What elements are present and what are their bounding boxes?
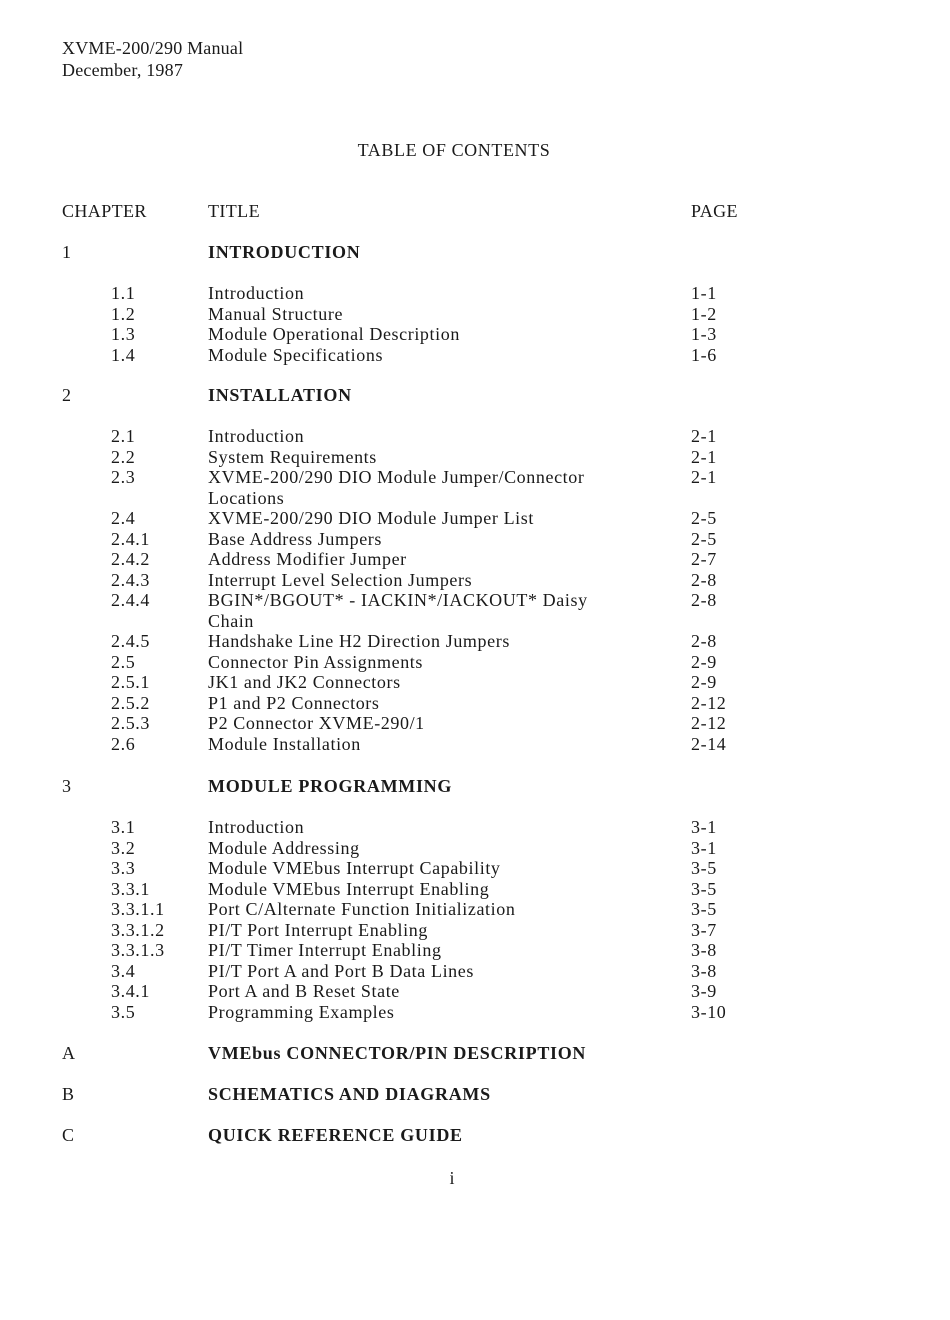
- section-title: Introduction: [208, 283, 305, 303]
- section-page: 2-7: [691, 549, 717, 569]
- section-number: 2.4: [111, 508, 136, 528]
- section-title: Base Address Jumpers: [208, 528, 382, 549]
- section-title: PI/T Port Interrupt Enabling: [208, 919, 428, 940]
- section-number: 1.1: [111, 283, 136, 303]
- chapter-title: MODULE PROGRAMMING: [208, 776, 453, 796]
- chapter-number: C: [62, 1125, 75, 1145]
- section-title: PI/T Port A and Port B Data Lines: [208, 960, 474, 981]
- section-title: Port C/Alternate Function Initialization: [208, 899, 516, 919]
- section-number: 2.4.5: [111, 631, 150, 651]
- section-number: 2.2: [111, 446, 136, 467]
- section-page: 3-5: [691, 899, 717, 919]
- section-page: 2-1: [691, 426, 717, 446]
- section-number: 2.1: [111, 426, 136, 446]
- section-title: Module Addressing: [208, 837, 360, 858]
- section-number: 3.1: [111, 817, 136, 837]
- section-title: Module Installation: [208, 733, 361, 754]
- column-header-page: PAGE: [691, 201, 738, 221]
- section-page: 1-2: [691, 303, 717, 324]
- chapter-number: 3: [62, 776, 72, 796]
- section-number: 1.3: [111, 324, 136, 344]
- section-title: BGIN*/BGOUT* - IACKIN*/IACKOUT* Daisy Chain: [208, 590, 588, 631]
- section-page: 3-5: [691, 878, 717, 899]
- section-title: XVME-200/290 DIO Module Jumper List: [208, 508, 534, 528]
- section-title: XVME-200/290 DIO Module Jumper/Connector Locations: [208, 467, 585, 508]
- section-title: Programming Examples: [208, 1001, 395, 1022]
- section-number: 1.2: [111, 303, 136, 324]
- section-number: 3.4: [111, 960, 136, 981]
- section-page: 1-6: [691, 344, 717, 365]
- section-page: 2-9: [691, 672, 717, 692]
- section-number: 2.5: [111, 651, 136, 672]
- section-title: System Requirements: [208, 446, 377, 467]
- section-page: 2-14: [691, 733, 727, 754]
- chapter-title: SCHEMATICS AND DIAGRAMS: [208, 1084, 491, 1104]
- column-header-title: TITLE: [208, 201, 260, 221]
- section-title: Address Modifier Jumper: [208, 549, 407, 569]
- section-number: 3.3: [111, 858, 136, 878]
- section-number: 3.4.1: [111, 981, 150, 1001]
- manual-date: December, 1987: [62, 60, 184, 80]
- section-number: 1.4: [111, 344, 136, 365]
- section-page: 2-9: [691, 651, 717, 672]
- section-number: 3.3.1: [111, 878, 150, 899]
- section-number: 2.4.2: [111, 549, 150, 569]
- section-page: 2-8: [691, 631, 717, 651]
- section-page: 3-1: [691, 837, 717, 858]
- section-title: JK1 and JK2 Connectors: [208, 672, 401, 692]
- section-number: 2.4.1: [111, 528, 150, 549]
- section-number: 2.4.3: [111, 569, 150, 590]
- section-title: Port A and B Reset State: [208, 981, 400, 1001]
- page-number: i: [449, 1168, 455, 1188]
- section-page: 1-3: [691, 324, 717, 344]
- column-header-chapter: CHAPTER: [62, 201, 147, 221]
- section-page: 2-12: [691, 692, 727, 713]
- section-page: 2-5: [691, 508, 717, 528]
- section-title: P2 Connector XVME-290/1: [208, 713, 425, 733]
- section-page: 3-7: [691, 919, 717, 940]
- chapter-title: INSTALLATION: [208, 385, 352, 405]
- chapter-number: A: [62, 1043, 76, 1063]
- section-title: Manual Structure: [208, 303, 344, 324]
- section-page: 2-5: [691, 528, 717, 549]
- section-page: 3-10: [691, 1001, 727, 1022]
- section-number: 2.6: [111, 733, 136, 754]
- section-page: 3-8: [691, 940, 717, 960]
- section-number: 2.5.1: [111, 672, 150, 692]
- section-number: 2.5.3: [111, 713, 150, 733]
- section-page: 3-1: [691, 817, 717, 837]
- toc-heading: TABLE OF CONTENTS: [357, 140, 551, 160]
- section-title: Interrupt Level Selection Jumpers: [208, 569, 473, 590]
- section-page: 3-5: [691, 858, 717, 878]
- section-number: 3.3.1.3: [111, 940, 165, 960]
- chapter-title: QUICK REFERENCE GUIDE: [208, 1125, 463, 1145]
- section-title: Handshake Line H2 Direction Jumpers: [208, 631, 510, 651]
- chapter-number: 1: [62, 242, 72, 262]
- section-title: Module Operational Description: [208, 324, 460, 344]
- section-page: 2-8: [691, 590, 717, 610]
- manual-title: XVME-200/290 Manual: [62, 38, 244, 58]
- section-number: 3.5: [111, 1001, 136, 1022]
- section-page: 1-1: [691, 283, 717, 303]
- section-title: PI/T Timer Interrupt Enabling: [208, 940, 442, 960]
- chapter-title: VMEbus CONNECTOR/PIN DESCRIPTION: [208, 1043, 587, 1063]
- section-title: Introduction: [208, 426, 305, 446]
- section-page: 2-12: [691, 713, 727, 733]
- section-page: 2-1: [691, 467, 717, 487]
- section-title: Module VMEbus Interrupt Enabling: [208, 878, 490, 899]
- section-page: 3-8: [691, 960, 717, 981]
- section-number: 3.3.1.2: [111, 919, 165, 940]
- chapter-number: 2: [62, 385, 72, 405]
- section-number: 2.5.2: [111, 692, 150, 713]
- section-title: Module VMEbus Interrupt Capability: [208, 858, 501, 878]
- section-title: P1 and P2 Connectors: [208, 692, 380, 713]
- section-number: 3.3.1.1: [111, 899, 165, 919]
- section-page: 2-1: [691, 446, 717, 467]
- section-title: Introduction: [208, 817, 305, 837]
- section-number: 2.4.4: [111, 590, 150, 610]
- chapter-title: INTRODUCTION: [208, 242, 361, 262]
- section-number: 2.3: [111, 467, 136, 487]
- section-title: Module Specifications: [208, 344, 384, 365]
- section-page: 2-8: [691, 569, 717, 590]
- section-number: 3.2: [111, 837, 136, 858]
- section-title: Connector Pin Assignments: [208, 651, 424, 672]
- chapter-number: B: [62, 1084, 75, 1104]
- section-page: 3-9: [691, 981, 717, 1001]
